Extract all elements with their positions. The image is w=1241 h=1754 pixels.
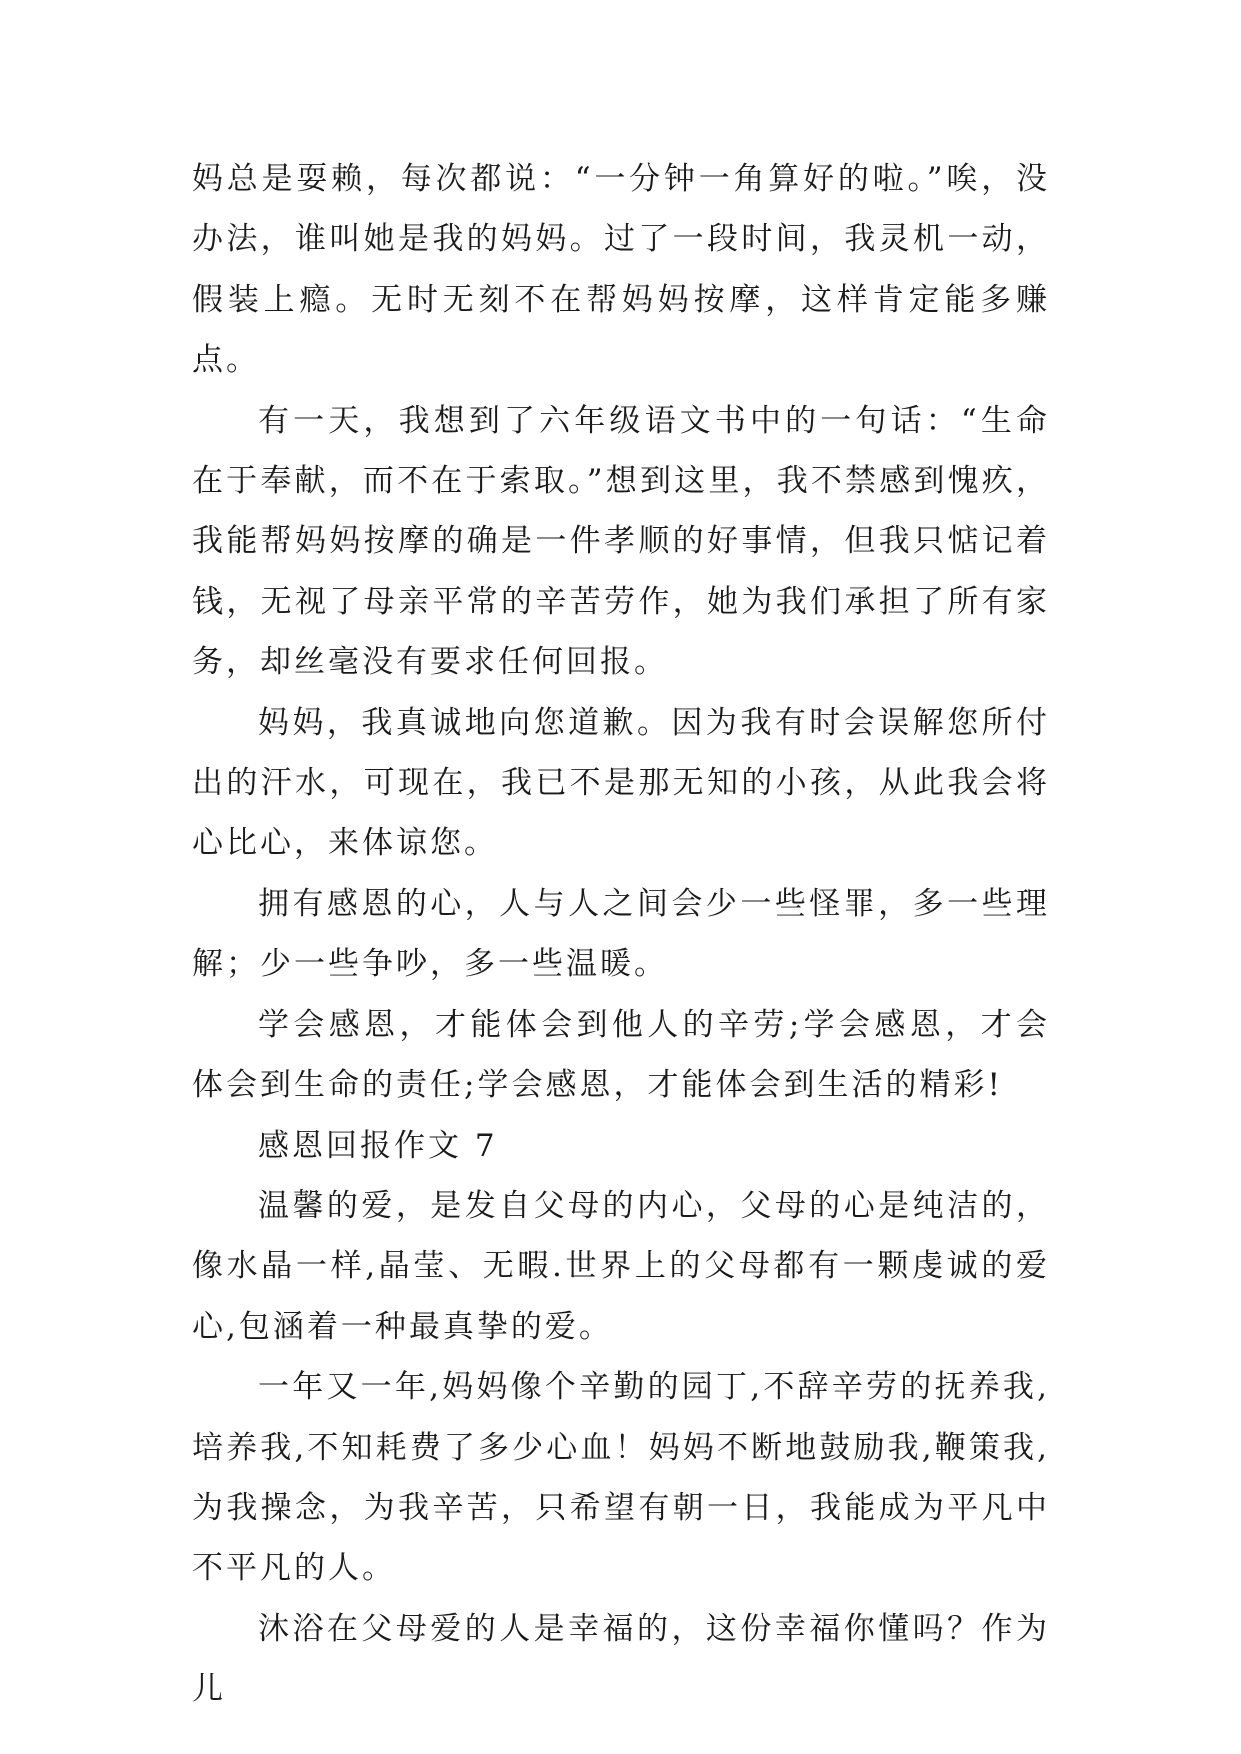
paragraph: 温馨的爱，是发自父母的内心，父母的心是纯洁的，像水晶一样,晶莹、无暇.世界上的父母都有一颗虔诚的爱心,包涵着一种最真挚的爱。 — [192, 1187, 1050, 1345]
paragraph: 学会感恩，才能体会到他人的辛劳;学会感恩，才会体会到生命的责任;学会感恩，才能体会到生活的精彩! — [192, 1006, 1050, 1104]
paragraph: 妈妈，我真诚地向您道歉。因为我有时会误解您所付出的汗水，可现在，我已不是那无知的小孩，从此我会将心比心，来体谅您。 — [192, 704, 1050, 862]
document-body — [192, 149, 1050, 1720]
paragraph: 有一天，我想到了六年级语文书中的一句话：“生命在于奉献，而不在于索取。”想到这里，我不禁感到愧疚，我能帮妈妈按摩的确是一件孝顺的好事情，但我只惦记着钱，无视了母亲平常的辛苦劳作，她为我们承担了所有家务，却丝毫没有要求任何回报。 — [192, 402, 1050, 681]
paragraph: 拥有感恩的心，人与人之间会少一些怪罪，多一些理解；少一些争吵，多一些温暖。 — [192, 885, 1050, 983]
paragraph: 妈总是耍赖，每次都说：“一分钟一角算好的啦。”唉，没办法，谁叫她是我的妈妈。过了一段时间，我灵机一动，假装上瘾。无时无刻不在帮妈妈按摩，这样肯定能多赚点。 — [192, 161, 1050, 379]
paragraph: 沐浴在父母爱的人是幸福的，这份幸福你懂吗？作为儿 — [192, 1610, 1050, 1708]
section-heading: 感恩回报作文 7 — [258, 1127, 498, 1164]
paragraph: 一年又一年,妈妈像个辛勤的园丁,不辞辛劳的抚养我,培养我,不知耗费了多少心血！妈妈不断地鼓励我,鞭策我,为我操念，为我辛苦，只希望有朝一日，我能成为平凡中不平凡的人。 — [192, 1369, 1050, 1587]
